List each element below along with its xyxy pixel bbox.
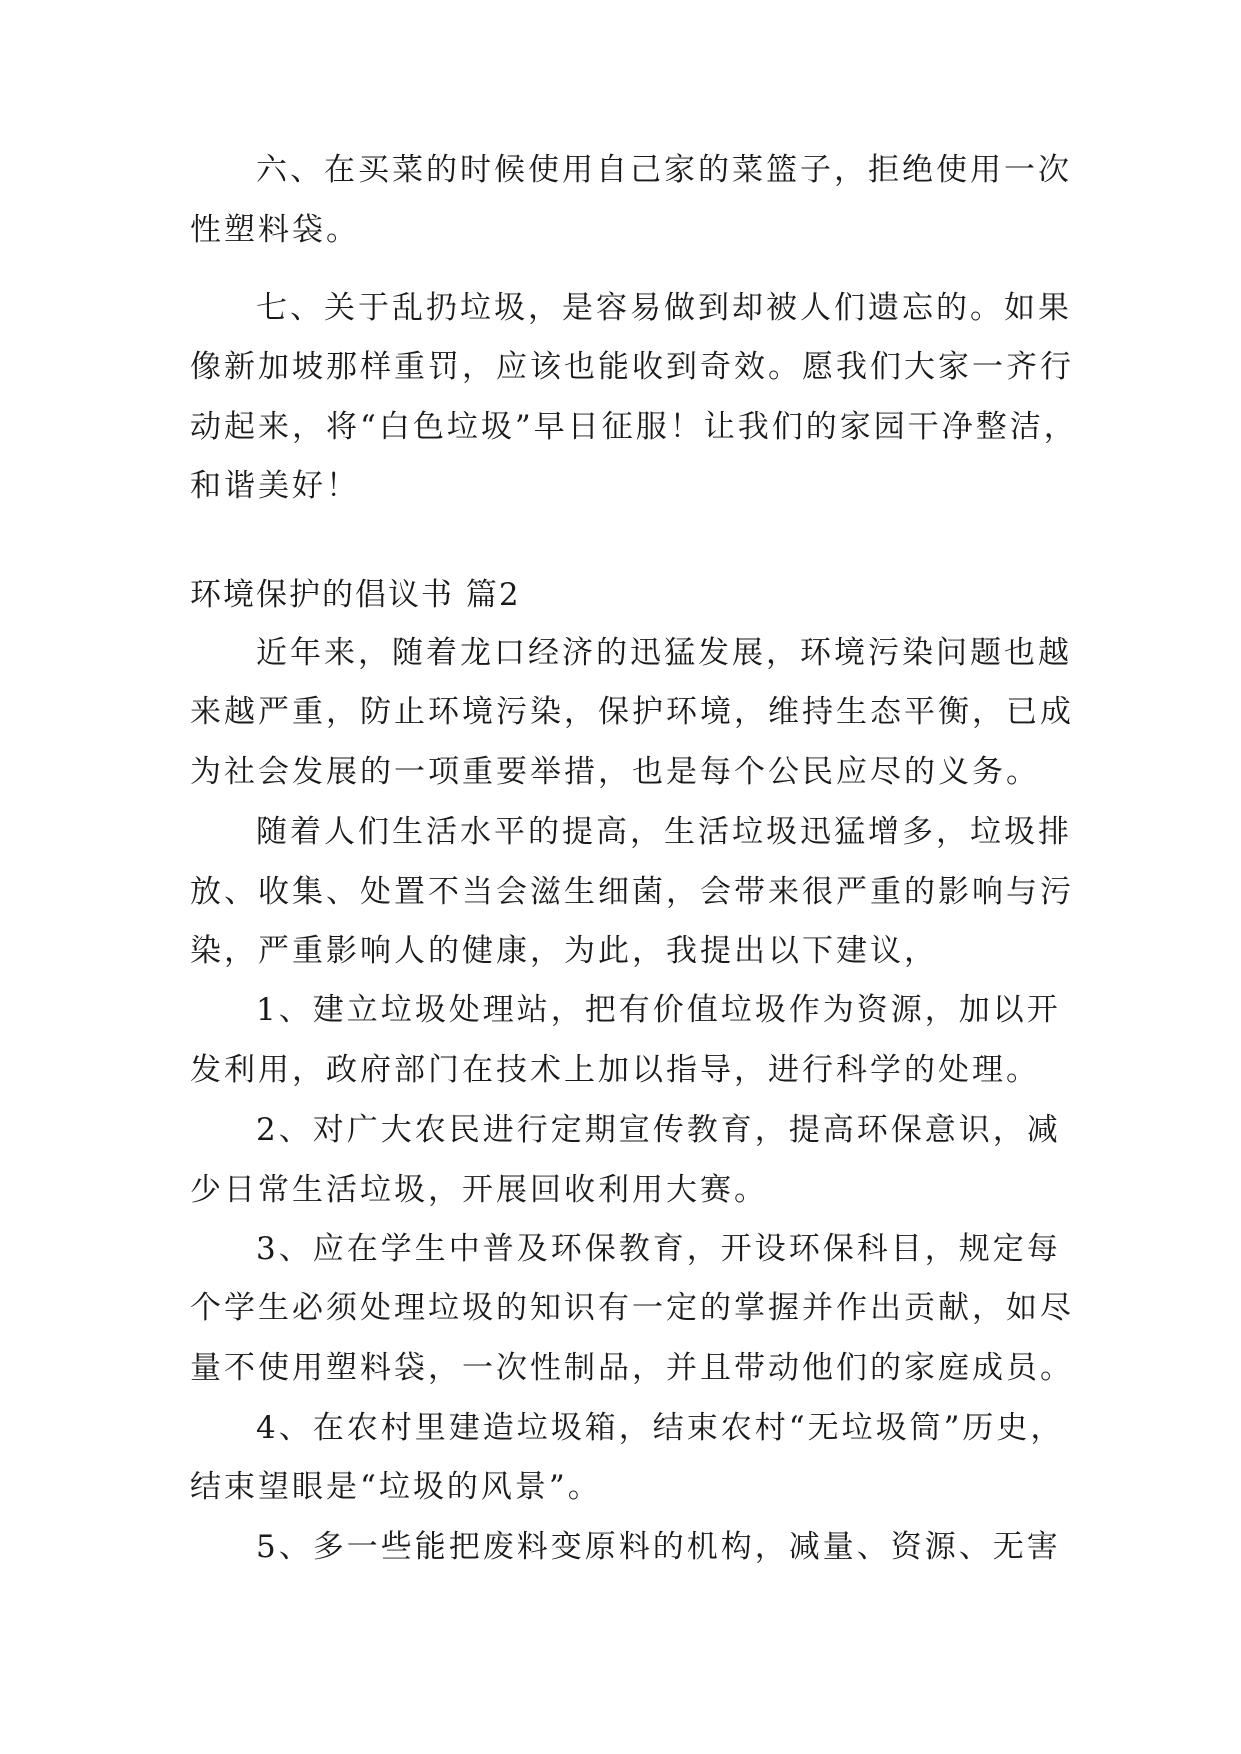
paragraph-line: 性塑料袋。	[190, 212, 360, 248]
paragraph-line: 个学生必须处理垃圾的知识有一定的掌握并作出贡献，如尽	[190, 1290, 1074, 1326]
paragraph-line: 结束望眼是“垃圾的风景”。	[190, 1469, 602, 1505]
paragraph-line: 发利用，政府部门在技术上加以指导，进行科学的处理。	[190, 1052, 1040, 1088]
paragraph-line: 量不使用塑料袋，一次性制品，并且带动他们的家庭成员。	[190, 1350, 1074, 1386]
paragraph-line: 4、在农村里建造垃圾箱，结束农村“无垃圾筒”历史，	[256, 1410, 1065, 1446]
paragraph-line: 随着人们生活水平的提高，生活垃圾迅猛增多，垃圾排	[256, 814, 1072, 850]
paragraph-line: 为社会发展的一项重要举措，也是每个公民应尽的义务。	[190, 754, 1040, 790]
paragraph-line: 来越严重，防止环境污染，保护环境，维持生态平衡，已成	[190, 694, 1074, 730]
paragraph-line: 六、在买菜的时候使用自己家的菜篮子，拒绝使用一次	[256, 152, 1072, 188]
paragraph-line: 七、关于乱扔垃圾，是容易做到却被人们遗忘的。如果	[256, 290, 1072, 326]
paragraph-line: 染，严重影响人的健康，为此，我提出以下建议，	[190, 933, 938, 969]
paragraph-line: 少日常生活垃圾，开展回收利用大赛。	[190, 1172, 768, 1208]
paragraph-line: 像新加坡那样重罚，应该也能收到奇效。愿我们大家一齐行	[190, 349, 1074, 385]
paragraph-line: 动起来，将“白色垃圾”早日征服！让我们的家园干净整洁，	[190, 409, 1078, 445]
paragraph-line: 放、收集、处置不当会滋生细菌，会带来很严重的影响与污	[190, 874, 1074, 910]
paragraph-line: 3、应在学生中普及环保教育，开设环保科目，规定每	[256, 1231, 1061, 1267]
paragraph-line: 近年来，随着龙口经济的迅猛发展，环境污染问题也越	[256, 635, 1072, 671]
section-heading: 环境保护的倡议书 篇2	[190, 577, 521, 613]
paragraph-line: 2、对广大农民进行定期宣传教育，提高环保意识，减	[256, 1112, 1061, 1148]
paragraph-line: 和谐美好！	[190, 468, 360, 504]
paragraph-line: 5、多一些能把废料变原料的机构，减量、资源、无害	[256, 1529, 1061, 1565]
paragraph-line: 1、建立垃圾处理站，把有价值垃圾作为资源，加以开	[256, 992, 1061, 1028]
